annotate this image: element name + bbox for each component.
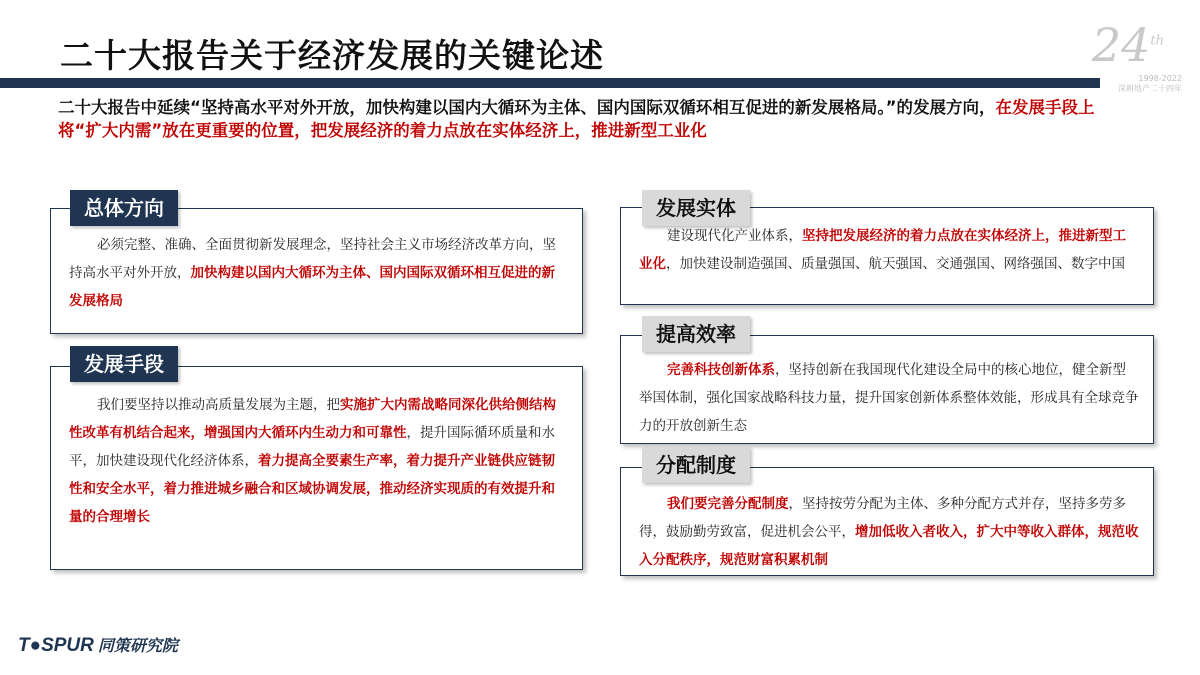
development-entity-label: 发展实体 [642, 190, 750, 226]
anniversary-badge [1088, 14, 1184, 94]
development-means-box [50, 366, 583, 570]
logo-brand: T●SPUR [18, 635, 94, 656]
badge-suffix: th [1150, 33, 1164, 49]
development-means-text: 我们要坚持以推动高质量发展为主题，把实施扩大内需战略同深化供给侧结构性改革有机结合起来，增强国内大循环内生动力和可靠性，提升国际循环质量和水平，加快建设现代化经济体系，着力提高全要素生产率，着力提升产业链供应链韧性和安全水平，着力推进城乡融合和区域协调发展，推动经济实现质的有效提升和量的合理增长 [69, 397, 556, 525]
company-logo [18, 633, 178, 657]
intro-text: 二十大报告中延续“坚持高水平对外开放，加快构建以国内大循环为主体、国内国际双循环相互促进的新发展格局。”的发展方向， [58, 98, 996, 117]
development-means-label: 发展手段 [70, 346, 178, 382]
distribution-text: 我们要完善分配制度，坚持按劳分配为主体、多种分配方式并存，坚持多劳多得，鼓励勤劳致富，促进机会公平，增加低收入者收入，扩大中等收入群体，规范收入分配秩序，规范财富积累机制 [639, 496, 1139, 568]
intro-highlight: 在发展手段上将“扩大内需”放在更重要的位置，把发展经济的着力点放在实体经济上，推进新型工业化 [58, 98, 1095, 140]
development-entity-text: 建设现代化产业体系，坚持把发展经济的着力点放在实体经济上，推进新型工业化，加快建设制造强国、质量强国、航天强国、交通强国、网络强国、数字中国 [639, 228, 1126, 272]
logo-chinese-name: 同策研究院 [97, 638, 178, 655]
distribution-box [620, 467, 1154, 576]
badge-tagline: 深耕地产二十四年 [1118, 84, 1182, 93]
intro-paragraph [58, 96, 1138, 142]
overall-direction-label: 总体方向 [70, 190, 178, 226]
badge-years: 1998-2022 [1138, 74, 1182, 83]
title-underline-bar [0, 78, 1100, 88]
page-title: 二十大报告关于经济发展的关键论述 [60, 36, 604, 75]
overall-direction-box [50, 208, 583, 334]
efficiency-label: 提高效率 [642, 316, 750, 352]
distribution-label: 分配制度 [642, 447, 750, 483]
efficiency-text: 完善科技创新体系，坚持创新在我国现代化建设全局中的核心地位，健全新型举国体制，强化国家战略科技力量，提升国家创新体系整体效能，形成具有全球竞争力的开放创新生态 [639, 362, 1139, 434]
badge-number: 24 [1091, 18, 1151, 72]
overall-direction-text: 必须完整、准确、全面贯彻新发展理念，坚持社会主义市场经济改革方向，坚持高水平对外开放，加快构建以国内大循环为主体、国内国际双循环相互促进的新发展格局 [69, 237, 556, 309]
